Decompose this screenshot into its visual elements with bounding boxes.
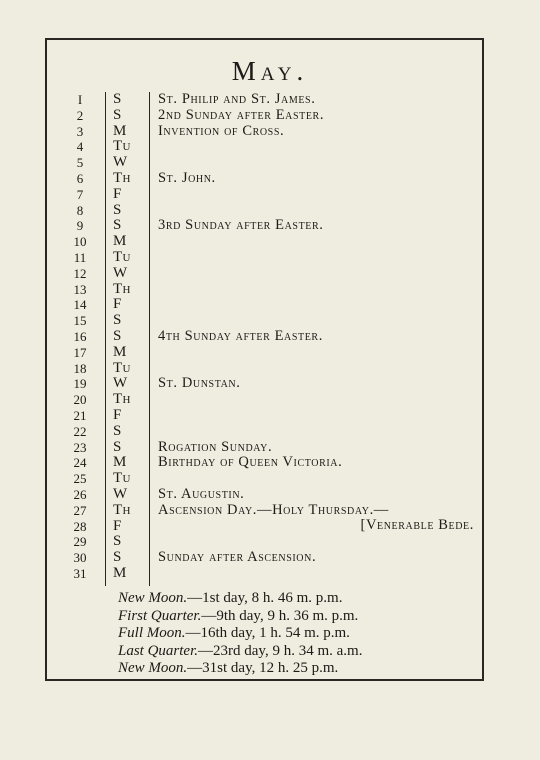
day-number: 23 [73, 439, 87, 455]
moon-phase-detail: —16th day, 1 h. 54 m. p.m. [185, 625, 350, 641]
day-number: 12 [73, 265, 87, 281]
day-number: 11 [73, 250, 87, 265]
calendar-row [0, 345, 540, 361]
calendar-row [0, 471, 540, 487]
event-text: Birthday of Queen Victoria. [158, 454, 343, 471]
day-number: 16 [73, 329, 87, 344]
moon-phase-detail: —31st day, 12 h. 25 p.m. [187, 660, 339, 676]
weekday-letter: Th [113, 501, 131, 518]
moon-phase-line [118, 607, 358, 625]
calendar-row [0, 171, 540, 187]
event-text: 2nd Sunday after Easter. [158, 106, 325, 123]
weekday-letter: Th [113, 170, 131, 186]
weekday-letter: W [113, 154, 128, 171]
weekday-letter: M [113, 454, 127, 471]
weekday-letter: S [113, 422, 122, 439]
weekday-letter: Tu [113, 138, 131, 155]
weekday-letter: Tu [113, 359, 131, 376]
moon-phase-line [118, 589, 342, 607]
month-title: May. [231, 56, 309, 86]
weekday-letter: S [113, 201, 122, 218]
day-number: 19 [73, 376, 87, 392]
calendar-row [0, 392, 540, 408]
event-text: St. Augustin. [158, 486, 245, 502]
event-continuation: [Venerable Bede. [360, 517, 474, 533]
calendar-row [0, 187, 540, 203]
day-number: 14 [73, 297, 87, 313]
day-number: 18 [73, 360, 87, 376]
weekday-letter: W [113, 486, 128, 502]
weekday-letter: Tu [113, 249, 131, 265]
day-number: 8 [76, 202, 84, 218]
day-number: 30 [73, 550, 87, 566]
calendar-row [0, 313, 540, 329]
weekday-letter: Tu [113, 470, 131, 487]
calendar-row [0, 408, 540, 424]
weekday-letter: S [113, 217, 122, 234]
moon-phase-line [118, 659, 338, 677]
weekday-letter: Th [113, 391, 131, 408]
day-number: 27 [73, 502, 87, 518]
calendar-row [0, 361, 540, 377]
day-number: 13 [73, 281, 87, 297]
weekday-letter: W [113, 264, 128, 281]
calendar-row [0, 455, 540, 471]
calendar-row [0, 297, 540, 313]
event-text: St. Philip and St. James. [158, 91, 316, 107]
event-text: St. Dunstan. [158, 375, 241, 392]
calendar-row [0, 266, 540, 282]
calendar-row [0, 550, 540, 566]
event-text: 4th Sunday after Easter. [158, 328, 323, 344]
weekday-letter: S [113, 328, 122, 344]
day-number: 25 [73, 471, 87, 487]
calendar-row [0, 566, 540, 582]
calendar-row [0, 92, 540, 108]
calendar-row [0, 203, 540, 219]
day-number: 5 [76, 155, 84, 171]
calendar-row [0, 218, 540, 234]
weekday-letter: F [113, 185, 122, 202]
day-number: 15 [73, 313, 87, 329]
moon-phase-name: New Moon. [118, 660, 188, 676]
weekday-letter: S [113, 533, 122, 550]
weekday-letter: M [113, 343, 127, 360]
weekday-letter: S [113, 91, 122, 107]
calendar-row [0, 124, 540, 140]
weekday-letter: F [113, 407, 122, 423]
day-number: 10 [73, 234, 87, 250]
moon-phase-detail: —23rd day, 9 h. 34 m. a.m. [198, 642, 363, 659]
day-number: 17 [73, 344, 87, 360]
day-number: 26 [73, 487, 87, 502]
day-number: 2 [76, 107, 84, 123]
calendar-row [0, 329, 540, 345]
weekday-letter: F [113, 517, 122, 534]
calendar-row [0, 424, 540, 440]
day-number: 6 [76, 171, 84, 186]
event-text: Ascension Day.—Holy Thursday.— [158, 501, 389, 518]
day-number: 3 [76, 123, 84, 139]
moon-phase-name: Last Quarter. [118, 642, 199, 659]
moon-phase-name: Full Moon. [118, 625, 186, 641]
day-number: 29 [73, 534, 87, 550]
moon-phase-name: First Quarter. [118, 607, 202, 624]
calendar-row [0, 250, 540, 266]
calendar-row [0, 487, 540, 503]
weekday-letter: Th [113, 280, 131, 297]
day-number: 7 [76, 186, 84, 202]
calendar-row [0, 376, 540, 392]
day-number: 20 [73, 392, 87, 408]
calendar-row [0, 282, 540, 298]
weekday-letter: S [113, 438, 122, 455]
calendar-row [0, 234, 540, 250]
event-text: Invention of Cross. [158, 122, 285, 139]
weekday-letter: M [113, 233, 127, 250]
day-number: 22 [73, 423, 87, 439]
weekday-letter: S [113, 549, 122, 566]
day-number: 21 [73, 408, 87, 423]
weekday-letter: F [113, 296, 122, 313]
moon-phase-detail: —9th day, 9 h. 36 m. p.m. [201, 607, 359, 624]
event-text: Sunday after Ascension. [158, 549, 317, 566]
day-number: I [77, 92, 83, 107]
calendar-row [0, 155, 540, 171]
day-number: 28 [73, 518, 87, 534]
weekday-letter: M [113, 122, 127, 139]
weekday-letter: S [113, 312, 122, 329]
day-number: 31 [73, 566, 87, 581]
calendar-row [0, 139, 540, 155]
moon-phase-line [118, 642, 362, 660]
day-number: 9 [76, 218, 84, 234]
weekday-letter: M [113, 565, 127, 581]
calendar-row [0, 534, 540, 550]
event-text: St. John. [158, 170, 216, 186]
day-number: 24 [73, 455, 87, 471]
moon-phase-line [118, 624, 350, 642]
calendar-row [0, 108, 540, 124]
day-number: 4 [76, 139, 84, 155]
weekday-letter: S [113, 106, 122, 123]
weekday-letter: W [113, 375, 128, 392]
event-text: Rogation Sunday. [158, 438, 273, 455]
calendar-row [0, 440, 540, 456]
event-text: 3rd Sunday after Easter. [158, 217, 324, 234]
moon-phase-name: New Moon. [118, 590, 188, 606]
moon-phase-detail: —1st day, 8 h. 46 m. p.m. [187, 590, 343, 606]
